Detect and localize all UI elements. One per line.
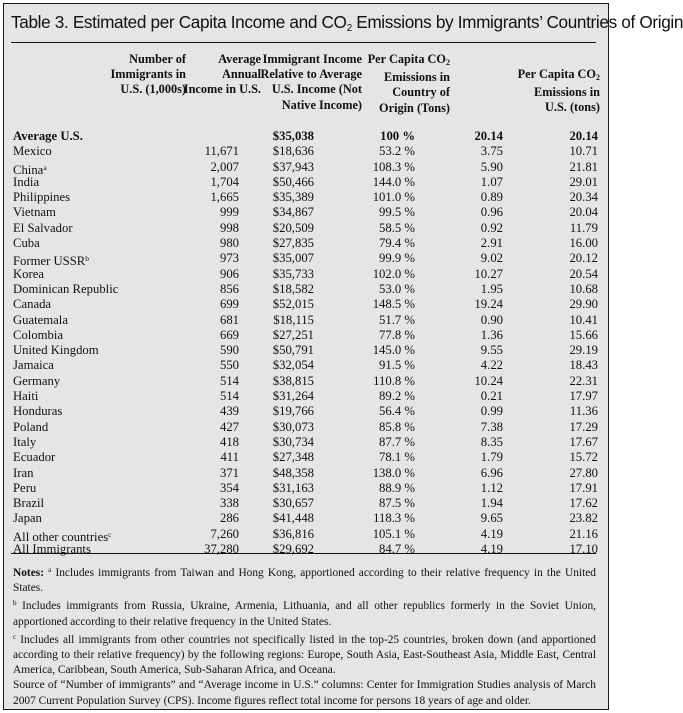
country-name: Cuba [13, 236, 40, 251]
country-name: Former USSR [13, 254, 86, 269]
cell-country [13, 267, 44, 282]
notes-rule [11, 553, 596, 554]
cell-origin-co2: 1.79 [480, 450, 503, 465]
cell-immigrants: 418 [219, 434, 239, 449]
cell-immigrants: 11,671 [204, 144, 239, 159]
cell-origin-co2: 1.36 [480, 327, 503, 342]
country-name: China [13, 162, 44, 177]
cell-origin-co2: 10.27 [474, 266, 503, 281]
cell-relative: 100 % [380, 129, 415, 143]
header-line: Number of [129, 52, 186, 66]
note-c [13, 630, 596, 679]
cell-country [13, 404, 62, 419]
cell-income: $37,943 [272, 159, 314, 174]
cell-immigrants: 550 [219, 358, 239, 373]
note-text: Includes immigrants from Russia, Ukraine, Armenia, Lithuania, and all other republics formerly in the Soviet Union, apportioned according to their relative frequency in the United States. [13, 600, 596, 628]
cell-origin-co2: 5.90 [480, 159, 503, 174]
cell-income: $18,115 [273, 312, 314, 327]
country-name: Germany [13, 373, 61, 388]
cell-country [13, 481, 36, 496]
cell-us-co2: 29.90 [569, 297, 598, 312]
cell-us-co2: 17.29 [569, 419, 598, 434]
header-relative [260, 52, 362, 113]
cell-immigrants: 286 [219, 511, 239, 526]
cell-country [13, 129, 83, 144]
cell-immigrants: 338 [219, 496, 239, 511]
cell-us-co2: 10.68 [569, 281, 598, 296]
cell-origin-co2: 1.07 [480, 174, 503, 189]
cell-us-co2: 29.19 [569, 343, 598, 358]
header-line: Origin (Tons) [379, 100, 450, 115]
country-name: Dominican Republic [13, 281, 119, 296]
country-name: Japan [13, 511, 42, 526]
cell-country [13, 313, 68, 328]
header-line [518, 67, 600, 85]
cell-relative: 108.3 % [372, 159, 415, 174]
cell-income: $27,835 [272, 236, 314, 251]
cell-us-co2: 11.36 [569, 404, 598, 419]
cell-us-co2: 20.34 [569, 190, 598, 205]
cell-us-co2: 18.43 [569, 358, 598, 373]
cell-income: $41,448 [272, 511, 314, 526]
header-line: Emissions in [534, 85, 600, 100]
cell-immigrants: 856 [219, 281, 239, 296]
cell-country [13, 236, 40, 251]
table-row [13, 282, 598, 297]
cell-immigrants: 427 [219, 419, 239, 434]
cell-origin-co2: 0.96 [480, 205, 503, 220]
cell-income: $35,038 [272, 129, 314, 143]
country-name: Mexico [13, 144, 52, 159]
cell-us-co2: 10.41 [569, 312, 598, 327]
footnote-mark: c [13, 632, 17, 641]
cell-income: $30,073 [272, 419, 314, 434]
table-row [13, 144, 598, 159]
cell-origin-co2: 10.24 [474, 373, 503, 388]
table-row [13, 221, 598, 236]
cell-income: $50,791 [272, 343, 314, 358]
cell-relative: 118.3 % [373, 511, 415, 526]
header-text: Per Capita CO [517, 67, 596, 81]
table-row [13, 404, 598, 419]
table-row [13, 328, 598, 343]
cell-country [13, 496, 44, 511]
cell-immigrants: 439 [219, 404, 239, 419]
note-a [13, 563, 596, 596]
cell-us-co2: 20.04 [569, 205, 598, 220]
cell-immigrants: 906 [219, 266, 239, 281]
cell-origin-co2: 4.19 [480, 526, 503, 541]
cell-relative: 87.7 % [379, 434, 415, 449]
cell-country [13, 205, 56, 220]
cell-us-co2: 20.14 [569, 129, 598, 143]
table-row [13, 160, 598, 175]
header-immigrants [111, 52, 187, 98]
cell-income: $35,007 [272, 251, 314, 266]
note-text: Includes all immigrants from other countries not specifically listed in the top-25 countries, broken down (and apportioned according to their relative frequency) by the following regions: Europe, South Asia, East-Southeast Asia, Middle East, Central America, Caribbean, South America, Sub-Saharan Africa, and Oceana. [13, 633, 596, 677]
cell-immigrants: 999 [219, 205, 239, 220]
header-line: U.S. Income (Not [271, 82, 362, 97]
country-name: Vietnam [13, 205, 56, 220]
header-origin-co2 [368, 52, 450, 116]
header-us-co2 [518, 67, 600, 116]
header-income [184, 52, 261, 98]
cell-us-co2: 21.16 [569, 526, 598, 541]
cell-relative: 87.5 % [379, 496, 415, 511]
data-table [13, 129, 598, 557]
country-name: Guatemala [13, 312, 68, 327]
header-line: U.S. (tons) [545, 100, 600, 115]
cell-relative: 102.0 % [372, 266, 415, 281]
cell-country [13, 175, 39, 190]
cell-us-co2: 11.79 [569, 220, 598, 235]
cell-country [13, 420, 48, 435]
header-text: Per Capita CO [367, 52, 446, 66]
table-row [13, 511, 598, 526]
cell-origin-co2: 0.92 [480, 220, 503, 235]
cell-country [13, 450, 55, 465]
cell-country [13, 221, 73, 236]
header-line: Native Income) [281, 97, 362, 112]
cell-immigrants: 973 [219, 251, 239, 266]
cell-relative: 138.0 % [372, 465, 415, 480]
cell-us-co2: 16.00 [569, 236, 598, 251]
cell-country [13, 358, 54, 373]
table-row [13, 527, 598, 542]
cell-relative: 79.4 % [379, 236, 415, 251]
cell-income: $30,657 [272, 496, 314, 511]
title-text: Table 3. Estimated per Capita Income and CO [11, 12, 347, 32]
title-text-end: Emissions by Immigrants’ Countries of Origin [351, 12, 683, 32]
cell-country [13, 190, 70, 205]
table-row [13, 313, 598, 328]
cell-us-co2: 17.67 [569, 434, 598, 449]
country-name: Brazil [13, 496, 45, 511]
table-row [13, 190, 598, 205]
cell-origin-co2: 0.90 [480, 312, 503, 327]
cell-us-co2: 20.54 [569, 266, 598, 281]
cell-origin-co2: 1.95 [480, 281, 503, 296]
cell-us-co2: 21.81 [569, 159, 598, 174]
table-row [13, 481, 598, 496]
country-name: Canada [13, 297, 52, 312]
cell-country [13, 435, 36, 450]
cell-income: $32,054 [272, 358, 314, 373]
country-name: Poland [13, 419, 49, 434]
cell-income: $36,816 [272, 526, 314, 541]
table-row [13, 297, 598, 312]
header-line: Immigrant Income [262, 52, 362, 66]
cell-country [13, 542, 91, 557]
cell-immigrants: 590 [219, 343, 239, 358]
cell-us-co2: 15.72 [569, 450, 598, 465]
cell-country [13, 343, 99, 358]
header-line: Emissions in [384, 70, 450, 85]
country-name: Haiti [13, 389, 39, 404]
cell-immigrants: 514 [219, 389, 239, 404]
cell-us-co2: 17.10 [569, 542, 598, 557]
table-row [13, 374, 598, 389]
cell-income: $35,389 [272, 190, 314, 205]
cell-relative: 148.5 % [372, 297, 415, 312]
cell-us-co2: 20.12 [569, 251, 598, 266]
cell-income: $31,163 [272, 480, 314, 495]
cell-origin-co2: 19.24 [474, 297, 503, 312]
cell-origin-co2: 9.55 [480, 343, 503, 358]
note-source: Source of “Number of immigrants” and “Average income in U.S.” columns: Center for Immigration Studies analysis of March 2007 Current Population Survey (CPS). Income figures reflect total income for persons 18 years of age and older. [13, 679, 596, 707]
country-name: Iran [13, 465, 34, 480]
header-line: Immigrants in [110, 67, 186, 82]
cell-country [13, 144, 52, 159]
cell-income: $27,251 [272, 327, 314, 342]
table-row [13, 542, 598, 557]
header-line: Relative to Average [260, 67, 362, 82]
cell-income: $50,466 [272, 174, 314, 189]
cell-immigrants: 2,007 [210, 159, 239, 174]
cell-relative: 84.7 % [379, 542, 415, 557]
cell-origin-co2: 4.19 [480, 542, 503, 557]
cell-immigrants: 411 [220, 450, 239, 465]
cell-relative: 53.0 % [379, 281, 415, 296]
note-text: Includes immigrants from Taiwan and Hong Kong, apportioned according to their relative frequency in the United States. [13, 567, 596, 595]
cell-immigrants: 514 [219, 373, 239, 388]
cell-relative: 105.1 % [372, 526, 415, 541]
cell-relative: 99.9 % [379, 251, 415, 266]
table-row [13, 236, 598, 251]
table-row [13, 450, 598, 465]
cell-us-co2: 23.82 [569, 511, 598, 526]
country-name: Korea [13, 266, 44, 281]
country-name: All other countries [13, 529, 109, 544]
header-line [368, 52, 450, 70]
cell-origin-co2: 20.14 [474, 129, 503, 143]
cell-immigrants: 699 [219, 297, 239, 312]
cell-origin-co2: 4.22 [480, 358, 503, 373]
cell-origin-co2: 1.12 [480, 480, 503, 495]
cell-relative: 53.2 % [379, 144, 415, 159]
cell-country [13, 511, 42, 526]
cell-relative: 51.7 % [379, 312, 415, 327]
cell-immigrants: 371 [219, 465, 239, 480]
cell-income: $48,358 [272, 465, 314, 480]
cell-income: $34,867 [272, 205, 314, 220]
table-row [13, 389, 598, 404]
footnote-mark: a [48, 566, 52, 574]
table-row [13, 496, 598, 511]
footnote-mark: b [13, 599, 17, 608]
header-line: Income in U.S. [183, 82, 261, 97]
table-row [13, 343, 598, 358]
table-row [13, 358, 598, 373]
cell-income: $29,692 [272, 542, 314, 557]
header-line: Average [218, 52, 261, 66]
table-title [11, 12, 683, 34]
cell-origin-co2: 9.02 [480, 251, 503, 266]
cell-origin-co2: 0.89 [480, 190, 503, 205]
cell-us-co2: 10.71 [569, 144, 598, 159]
cell-us-co2: 17.91 [569, 480, 598, 495]
footnote-mark: b [85, 254, 90, 264]
table-row [13, 251, 598, 269]
header-subscript: 2 [446, 58, 450, 67]
cell-relative: 91.5 % [379, 358, 415, 373]
country-name: United Kingdom [13, 343, 99, 358]
footnote-mark: a [43, 162, 47, 172]
cell-relative: 56.4 % [379, 404, 415, 419]
cell-us-co2: 29.01 [569, 174, 598, 189]
cell-country [13, 328, 63, 343]
notes [13, 563, 596, 709]
cell-income: $38,815 [272, 373, 314, 388]
cell-origin-co2: 9.65 [480, 511, 503, 526]
cell-origin-co2: 7.38 [480, 419, 503, 434]
cell-relative: 85.8 % [379, 419, 415, 434]
cell-us-co2: 27.80 [569, 465, 598, 480]
cell-relative: 110.8 % [373, 373, 415, 388]
cell-us-co2: 17.62 [569, 496, 598, 511]
table-row [13, 175, 598, 190]
footnote-mark: c [108, 529, 112, 539]
country-name: Colombia [13, 327, 64, 342]
header-line: Annual [222, 67, 261, 82]
header-subscript: 2 [596, 73, 600, 82]
title-rule [11, 42, 596, 43]
cell-country [13, 374, 60, 389]
country-name: Peru [13, 480, 37, 495]
cell-relative: 78.1 % [379, 450, 415, 465]
note-b [13, 596, 596, 629]
cell-income: $30,734 [272, 434, 314, 449]
cell-origin-co2: 0.99 [480, 404, 503, 419]
cell-origin-co2: 1.94 [480, 496, 503, 511]
cell-immigrants: 37,280 [204, 542, 239, 557]
cell-income: $19,766 [272, 404, 314, 419]
cell-income: $31,264 [272, 389, 314, 404]
cell-origin-co2: 8.35 [480, 434, 503, 449]
cell-origin-co2: 3.75 [480, 144, 503, 159]
country-name: Average U.S. [13, 129, 83, 143]
cell-us-co2: 15.66 [569, 327, 598, 342]
table-row [13, 205, 598, 220]
cell-immigrants: 354 [219, 480, 239, 495]
table-row [13, 129, 598, 144]
title-subscript: 2 [346, 23, 352, 34]
country-name: Ecuador [13, 450, 56, 465]
header-line: U.S. (1,000s) [120, 82, 186, 97]
cell-income: $18,636 [272, 144, 314, 159]
cell-immigrants: 980 [219, 236, 239, 251]
country-name: Honduras [13, 404, 63, 419]
cell-income: $35,733 [272, 266, 314, 281]
cell-us-co2: 17.97 [569, 389, 598, 404]
header-line: Country of [392, 85, 450, 100]
country-name: Italy [13, 434, 37, 449]
country-name: All Immigrants [13, 542, 91, 557]
cell-country [13, 466, 33, 481]
cell-country [13, 282, 118, 297]
cell-relative: 77.8 % [379, 327, 415, 342]
cell-immigrants: 669 [219, 327, 239, 342]
cell-origin-co2: 6.96 [480, 465, 503, 480]
cell-relative: 144.0 % [372, 174, 415, 189]
table-row [13, 420, 598, 435]
cell-immigrants: 1,704 [210, 174, 239, 189]
cell-income: $52,015 [272, 297, 314, 312]
cell-relative: 145.0 % [372, 343, 415, 358]
cell-immigrants: 681 [219, 312, 239, 327]
table-row [13, 267, 598, 282]
cell-income: $18,582 [272, 281, 314, 296]
cell-income: $20,509 [272, 220, 314, 235]
country-name: Philippines [13, 190, 71, 205]
cell-immigrants: 1,665 [210, 190, 239, 205]
cell-country [13, 297, 51, 312]
cell-relative: 101.0 % [372, 190, 415, 205]
cell-income: $27,348 [272, 450, 314, 465]
cell-relative: 99.5 % [379, 205, 415, 220]
country-name: Jamaica [13, 358, 54, 373]
table-row [13, 435, 598, 450]
cell-relative: 89.2 % [379, 389, 415, 404]
cell-us-co2: 22.31 [569, 373, 598, 388]
notes-label: Notes: [13, 567, 44, 579]
cell-relative: 88.9 % [379, 480, 415, 495]
cell-origin-co2: 2.91 [480, 236, 503, 251]
cell-relative: 58.5 % [379, 220, 415, 235]
country-name: India [13, 174, 40, 189]
cell-country [13, 389, 38, 404]
cell-immigrants: 7,260 [210, 526, 239, 541]
table-row [13, 466, 598, 481]
cell-origin-co2: 0.21 [480, 389, 503, 404]
country-name: El Salvador [13, 220, 73, 235]
cell-immigrants: 998 [219, 220, 239, 235]
